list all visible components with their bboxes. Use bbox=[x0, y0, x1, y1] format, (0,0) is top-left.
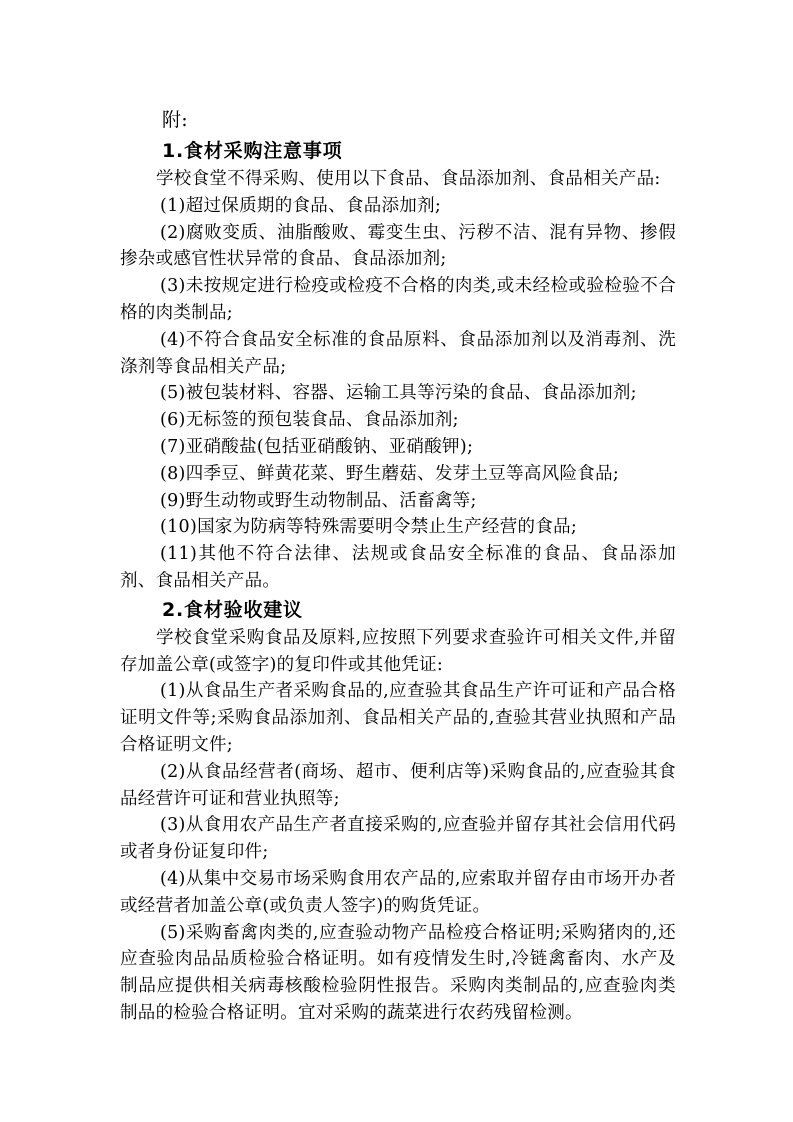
list-item: (4)不符合食品安全标准的食品原料、食品添加剂以及消毒剂、洗涤剂等食品相关产品; bbox=[120, 329, 676, 377]
list-item: (2)腐败变质、油脂酸败、霉变生虫、污秽不洁、混有异物、掺假掺杂或感官性状异常的食品、食品添加剂; bbox=[120, 222, 676, 270]
list-item: (1)超过保质期的食品、食品添加剂; bbox=[160, 195, 442, 216]
list-item: (6)无标签的预包装食品、食品添加剂; bbox=[160, 410, 459, 431]
section-intro-acceptance: 学校食堂采购食品及原料,应按照下列要求查验许可相关文件,并留存加盖公章(或签字)的复印件或其他凭证: bbox=[120, 627, 676, 675]
document-body bbox=[120, 104, 676, 1027]
list-item: (11)其他不符合法律、法规或食品安全标准的食品、食品添加剂、食品相关产品。 bbox=[120, 544, 676, 591]
list-item: (1)从食品生产者采购食品的,应查验其食品生产许可证和产品合格证明文件等;采购食品添加剂、食品相关产品的,查验其营业执照和产品合格证明文件; bbox=[120, 681, 676, 755]
list-item: (3)从食用农产品生产者直接采购的,应查验并留存其社会信用代码或者身份证复印件; bbox=[120, 815, 676, 863]
list-item: (5)采购畜禽肉类的,应查验动物产品检疫合格证明;采购猪肉的,还应查验肉品品质检验合格证明。如有疫情发生时,冷链禽畜肉、水产及制品应提供相关病毒核酸检验阴性报告。采购肉类制品的,应查验肉类制品的检验合格证明。宜对采购的蔬菜进行农药残留检测。 bbox=[120, 922, 676, 1023]
list-item: (4)从集中交易市场采购食用农产品的,应索取并留存由市场开办者或经营者加盖公章(或负责人签字)的购货凭证。 bbox=[120, 868, 676, 916]
list-item: (8)四季豆、鲜黄花菜、野生蘑菇、发芽土豆等高风险食品; bbox=[160, 463, 620, 484]
section-intro-purchase: 学校食堂不得采购、使用以下食品、食品添加剂、食品相关产品: bbox=[156, 169, 661, 189]
list-item: (3)未按规定进行检疫或检疫不合格的肉类,或未经检或验检验不合格的肉类制品; bbox=[120, 276, 676, 323]
section-heading-acceptance: 2.食材验收建议 bbox=[162, 598, 303, 621]
list-item: (7)亚硝酸盐(包括亚硝酸钠、亚硝酸钾); bbox=[160, 436, 474, 457]
appendix-label: 附: bbox=[162, 109, 189, 131]
section-heading-purchase: 1.食材采购注意事项 bbox=[162, 140, 343, 162]
list-item: (5)被包装材料、容器、运输工具等污染的食品、食品添加剂; bbox=[160, 383, 637, 404]
list-item: (9)野生动物或野生动物制品、活畜禽等; bbox=[160, 490, 477, 511]
list-item: (2)从食品经营者(商场、超市、便利店等)采购食品的,应查验其食品经营许可证和营业执照等; bbox=[120, 761, 676, 809]
list-item: (10)国家为防病等特殊需要明令禁止生产经营的食品; bbox=[160, 517, 578, 538]
